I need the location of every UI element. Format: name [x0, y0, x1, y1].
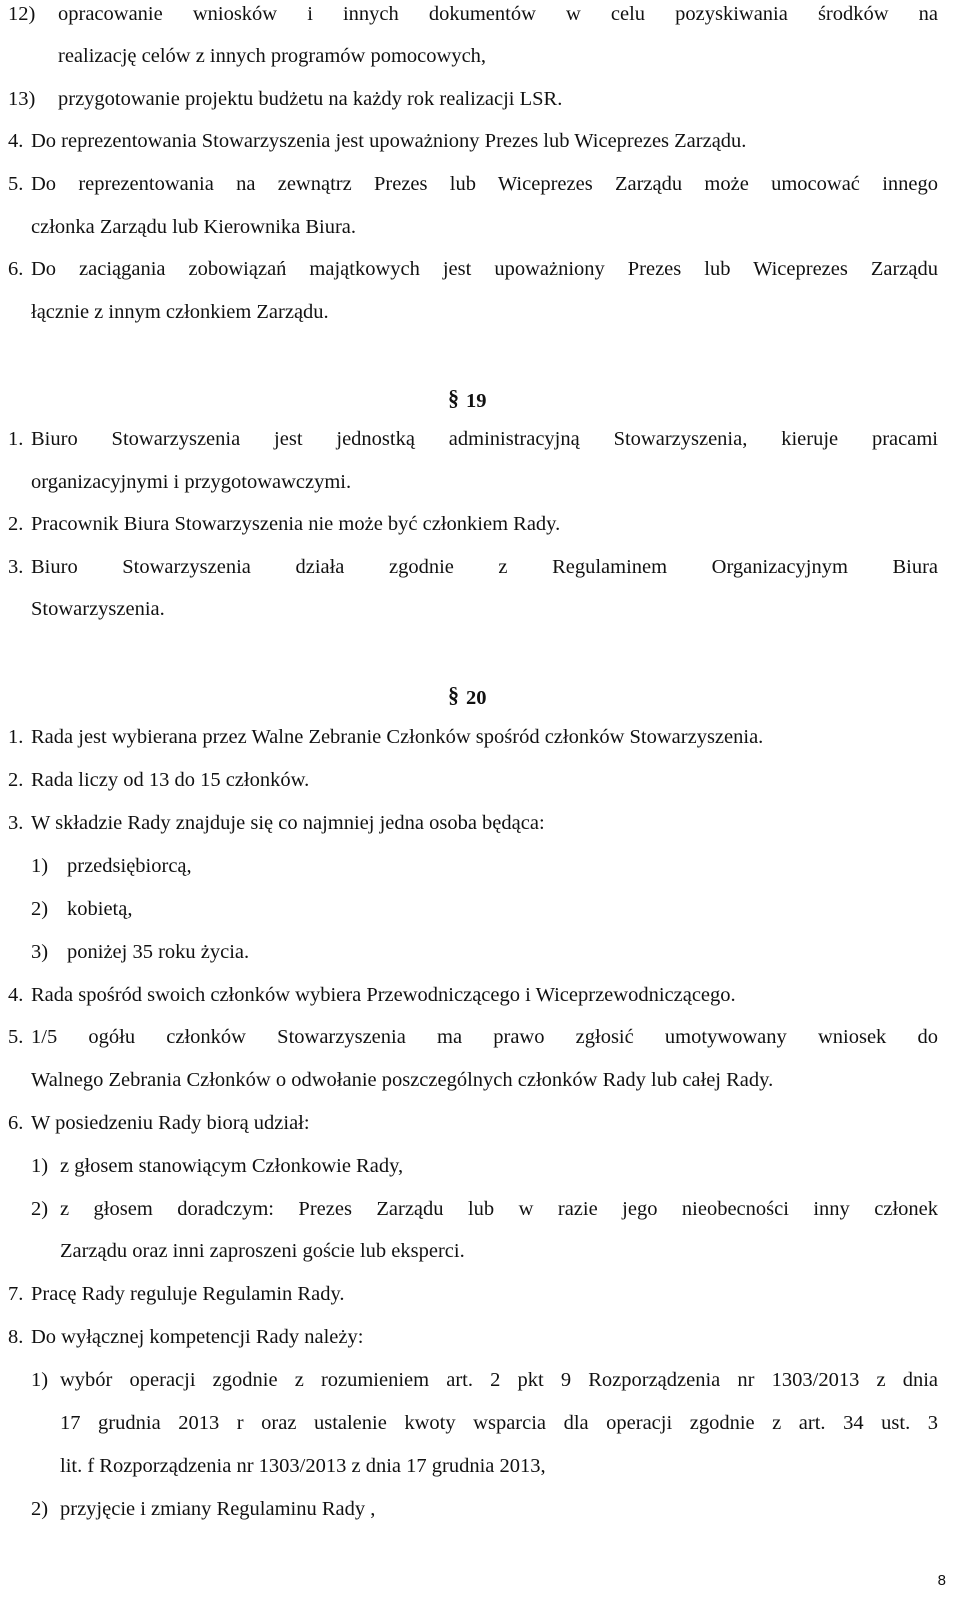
- item-number: 6.: [8, 258, 24, 280]
- svg-text:§: §: [448, 386, 459, 410]
- item-number: 1): [31, 1155, 49, 1177]
- item-text: Pracownik Biura Stowarzyszenia nie może być członkiem Rady.: [31, 513, 561, 535]
- item-text: Pracę Rady reguluje Regulamin Rady.: [31, 1283, 345, 1305]
- item-text: lit. f Rozporządzenia nr 1303/2013 z dnia 17 grudnia 2013,: [60, 1455, 546, 1477]
- item-text: Do reprezentowania na zewnątrz Prezes lub Wiceprezes Zarządu może umocować innego: [31, 173, 938, 195]
- item-text: Rada liczy od 13 do 15 członków.: [31, 769, 310, 791]
- item-text: 1/5 ogółu członków Stowarzyszenia ma prawo zgłosić umotywowany wniosek do: [31, 1026, 938, 1048]
- item-number: 7.: [8, 1283, 24, 1305]
- item-number: 4.: [8, 130, 24, 152]
- section-heading: [448, 683, 487, 709]
- item-text: przedsiębiorcą,: [67, 855, 192, 877]
- item-text: z głosem stanowiącym Członkowie Rady,: [60, 1155, 404, 1177]
- document-page: 12) opracowanie wniosków i innych dokumentów w celu pozyskiwania środków na realizację celów z innych programów pomocowych, 13) przygotowanie projektu budżetu na każdy rok realizacji LSR. 4. Do reprezentowania Stowarzyszenia jest upoważniony Prezes lub Wiceprezes Zarządu. 5. Do reprezentowania na zewnątrz Prezes lub Wiceprezes Zarządu może umocować innego członka Zarządu lub Kierownika Biura. 6. Do zaciągania zobowiązań majątkowych jest upoważniony Prezes lub Wiceprezes Zarządu łącznie z innym członkiem Zarządu. § 19 1. Biuro Stowarzyszenia jest jednostką administracyjną Stowarzyszenia, kieruje pracami organizacyjnymi i przygotowawczymi. 2. Pracownik Biura Stowarzyszenia nie może być członkiem Rady. 3. Biuro Stowarzyszenia działa zgodnie z Regulaminem Organizacyjnym Biura Stowarzyszenia. § 20 1. Rada jest wybierana przez Walne Zebranie Członków spośród członków Stowarzyszenia. 2. Rada liczy od 13 do 15 członków. 3. W składzie Rady znajduje się co najmniej jedna osoba będąca: 1) przedsiębiorcą, 2) kobietą, 3) poniżej 35 roku życia. 4. Rada spośród swoich członków wybiera Przewodniczącego i Wiceprzewodniczącego. 5. 1/5 ogółu członków Stowarzyszenia ma prawo zgłosić umotywowany wniosek do Walnego Zebrania Członków o odwołanie poszczególnych członków Rady lub całej Rady. 6. W posiedzeniu Rady biorą udział: 1) z głosem stanowiącym Członkowie Rady, 2) z głosem doradczym: Prezes Zarządu lub w razie jego nieobecności inny członek Zarządu oraz inni zaproszeni goście lub eksperci. 7. Pracę Rady reguluje Regulamin Rady. 8. Do wyłącznej kompetencji Rady należy: 1) wybór operacji zgodnie z rozumieniem art. 2 pkt 9 Rozporządzenia nr 1303/2013 z dnia 17 grudnia 2013 r oraz ustalenie kwoty wsparcia dla operacji zgodnie z art. 34 ust. 3 lit. f Rozporządzenia nr 1303/2013 z dnia 17 grudnia 2013, 2) przyjęcie i zmiany Regulaminu Rady , 8: [8, 3, 946, 1589]
- item-text: wybór operacji zgodnie z rozumieniem art. 2 pkt 9 Rozporządzenia nr 1303/2013 z dnia: [60, 1369, 938, 1391]
- item-text: przygotowanie projektu budżetu na każdy rok realizacji LSR.: [58, 88, 563, 110]
- item-number: 4.: [8, 984, 24, 1006]
- item-text: Do reprezentowania Stowarzyszenia jest upoważniony Prezes lub Wiceprezes Zarządu.: [31, 130, 747, 152]
- item-text: Zarządu oraz inni zaproszeni goście lub eksperci.: [60, 1240, 465, 1262]
- item-number: 3.: [8, 556, 24, 578]
- section-heading: [448, 386, 487, 412]
- item-number: 1): [31, 1369, 49, 1391]
- item-text: Rada jest wybierana przez Walne Zebranie Członków spośród członków Stowarzyszenia.: [31, 726, 764, 748]
- item-text: W posiedzeniu Rady biorą udział:: [31, 1112, 310, 1134]
- item-number: 2.: [8, 769, 24, 791]
- item-number: 13): [8, 88, 36, 110]
- item-number: 2): [31, 1198, 49, 1220]
- item-number: 6.: [8, 1112, 24, 1134]
- item-text: kobietą,: [67, 898, 133, 920]
- item-number: 2): [31, 898, 49, 920]
- item-number: 2): [31, 1498, 49, 1520]
- item-number: 1.: [8, 726, 24, 748]
- item-text: poniżej 35 roku życia.: [67, 941, 250, 963]
- item-text: W składzie Rady znajduje się co najmniej jedna osoba będąca:: [31, 812, 545, 834]
- item-text: organizacyjnymi i przygotowawczymi.: [31, 471, 352, 493]
- item-text: Rada spośród swoich członków wybiera Przewodniczącego i Wiceprzewodniczącego.: [31, 984, 736, 1006]
- section-sign-icon: [448, 683, 462, 707]
- item-text: z głosem doradczym: Prezes Zarządu lub w razie jego nieobecności inny członek: [60, 1198, 938, 1220]
- item-text: 17 grudnia 2013 r oraz ustalenie kwoty wsparcia dla operacji zgodnie z art. 34 ust. 3: [60, 1412, 938, 1434]
- item-text: Do zaciągania zobowiązań majątkowych jest upoważniony Prezes lub Wiceprezes Zarządu: [31, 258, 938, 280]
- item-text: Walnego Zebrania Członków o odwołanie poszczególnych członków Rady lub całej Rady.: [31, 1069, 774, 1091]
- item-text: Stowarzyszenia.: [31, 598, 165, 620]
- item-text: Biuro Stowarzyszenia jest jednostką administracyjną Stowarzyszenia, kieruje pracami: [31, 428, 938, 450]
- item-text: Do wyłącznej kompetencji Rady należy:: [31, 1326, 364, 1348]
- section-sign-icon: [448, 386, 462, 410]
- item-number: 2.: [8, 513, 24, 535]
- item-number: 1): [31, 855, 49, 877]
- item-text: członka Zarządu lub Kierownika Biura.: [31, 216, 357, 238]
- svg-text:§: §: [448, 683, 459, 707]
- section-number: 19: [466, 390, 487, 412]
- item-text: łącznie z innym członkiem Zarządu.: [31, 301, 329, 323]
- item-number: 5.: [8, 1026, 24, 1048]
- item-number: 8.: [8, 1326, 24, 1348]
- item-text: przyjęcie i zmiany Regulaminu Rady ,: [60, 1498, 376, 1520]
- item-text: Biuro Stowarzyszenia działa zgodnie z Regulaminem Organizacyjnym Biura: [31, 556, 938, 578]
- section-number: 20: [466, 687, 487, 709]
- item-number: 3.: [8, 812, 24, 834]
- page-number: 8: [937, 1572, 946, 1589]
- item-number: 5.: [8, 173, 24, 195]
- item-number: 12): [8, 3, 36, 25]
- item-text: realizację celów z innych programów pomocowych,: [58, 45, 487, 67]
- item-number: 1.: [8, 428, 24, 450]
- item-number: 3): [31, 941, 49, 963]
